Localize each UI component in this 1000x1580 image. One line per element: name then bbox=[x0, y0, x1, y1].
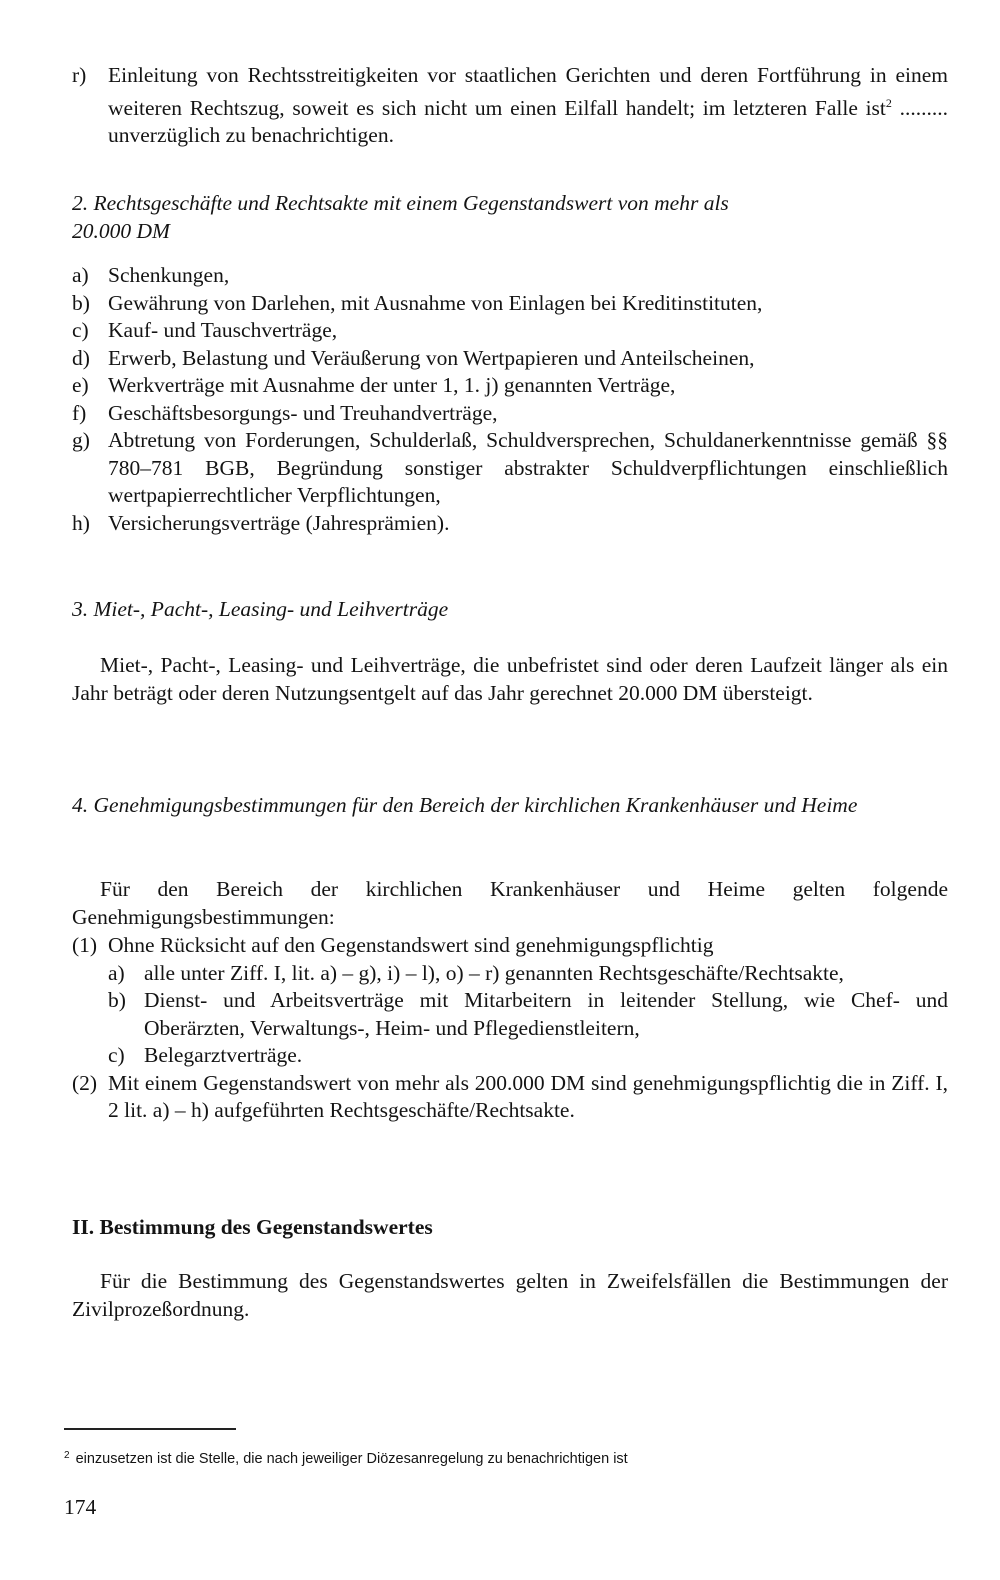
point-1-subitem: c) Belegarztverträge. bbox=[108, 1043, 303, 1067]
footnote-mark: 2 bbox=[64, 1450, 70, 1461]
list-item: b) Gewährung von Darlehen, mit Ausnahme von Einlagen bei Kreditinstituten, bbox=[72, 290, 763, 315]
section-4-points bbox=[72, 932, 948, 1125]
point-2: (2) Mit einem Gegenstandswert von mehr als 200.000 DM sind genehmigungspflichtig die in Ziff. I, 2 lit. a) – h) aufgeführten Rechtsgeschäfte/Rechtsakte. bbox=[72, 1070, 948, 1122]
list-item: h) Versicherungsverträge (Jahresprämien). bbox=[72, 510, 450, 535]
point-1: (1) Ohne Rücksicht auf den Gegenstandswert sind genehmigungspflichtig bbox=[72, 933, 714, 957]
point-1-subitem: b) Dienst- und Arbeitsverträge mit Mitarbeitern in leitender Stellung, wie Chef- und Oberärzten, Verwaltungs-, Heim- und Pflegedienstleitern, bbox=[108, 988, 948, 1040]
footnote-text: einzusetzen ist die Stelle, die nach jeweiliger Diözesanregelung zu benachrichtigen ist bbox=[75, 1451, 628, 1467]
section-ii-heading: II. Bestimmung des Gegenstandswertes bbox=[72, 1215, 433, 1239]
footnote bbox=[64, 1446, 924, 1469]
list-item: f) Geschäftsbesorgungs- und Treuhandverträge, bbox=[72, 400, 498, 425]
section-3-paragraph: Miet-, Pacht-, Leasing- und Leihverträge, die unbefristet sind oder deren Laufzeit länger als ein Jahr beträgt oder deren Nutzungsentgelt auf das Jahr gerechnet 20.000 DM übersteigt. bbox=[72, 653, 948, 705]
item-r bbox=[72, 62, 948, 150]
section-4-heading: 4. Genehmigungsbestimmungen für den Bereich der kirchlichen Krankenhäuser und Heime bbox=[72, 793, 858, 817]
section-4-intro: Für den Bereich der kirchlichen Krankenhäuser und Heime gelten folgende Genehmigungsbestimmungen: bbox=[72, 877, 948, 929]
footnote-divider bbox=[64, 1428, 236, 1430]
section-ii-paragraph: Für die Bestimmung des Gegenstandswertes gelten in Zweifelsfällen die Bestimmungen der Zivilprozeßordnung. bbox=[72, 1269, 948, 1321]
list-item: c) Kauf- und Tauschverträge, bbox=[72, 318, 338, 342]
section-2-heading: 2. Rechtsgeschäfte und Rechtsakte mit einem Gegenstandswert von mehr als 20.000 DM bbox=[72, 191, 729, 243]
item-label: r) bbox=[72, 63, 87, 87]
point-1-subitem: a) alle unter Ziff. I, lit. a) – g), i) – l), o) – r) genannten Rechtsgeschäfte/Rechtsakte, bbox=[108, 960, 844, 985]
list-item: a) Schenkungen, bbox=[72, 263, 230, 287]
page-number: 174 bbox=[64, 1495, 97, 1519]
list-item: g) Abtretung von Forderungen, Schulderlaß, Schuldversprechen, Schuldanerkenntnisse gemäß §§ 780–781 BGB, Begründung sonstiger abstrakter Schuldverpflichtungen einschließlich wertpapierrechtlicher Verpflichtungen, bbox=[72, 428, 948, 507]
section-2-list bbox=[72, 262, 948, 537]
list-item: d) Erwerb, Belastung und Veräußerung von Wertpapieren und Anteilscheinen, bbox=[72, 345, 755, 370]
footnote-reference: 2 bbox=[885, 95, 892, 110]
section-3-heading: 3. Miet-, Pacht-, Leasing- und Leihverträge bbox=[72, 597, 449, 621]
list-item: e) Werkverträge mit Ausnahme der unter 1, 1. j) genannten Verträge, bbox=[72, 373, 676, 397]
item-text: Einleitung von Rechtsstreitigkeiten vor staatlichen Gerichten und deren Fortführung in einem weiteren Rechtszug, soweit es sich nicht um einen Eilfall handelt; im letzteren Falle ist$^2$ ......... unverzüglich zu benachrichtigen. bbox=[108, 63, 948, 147]
